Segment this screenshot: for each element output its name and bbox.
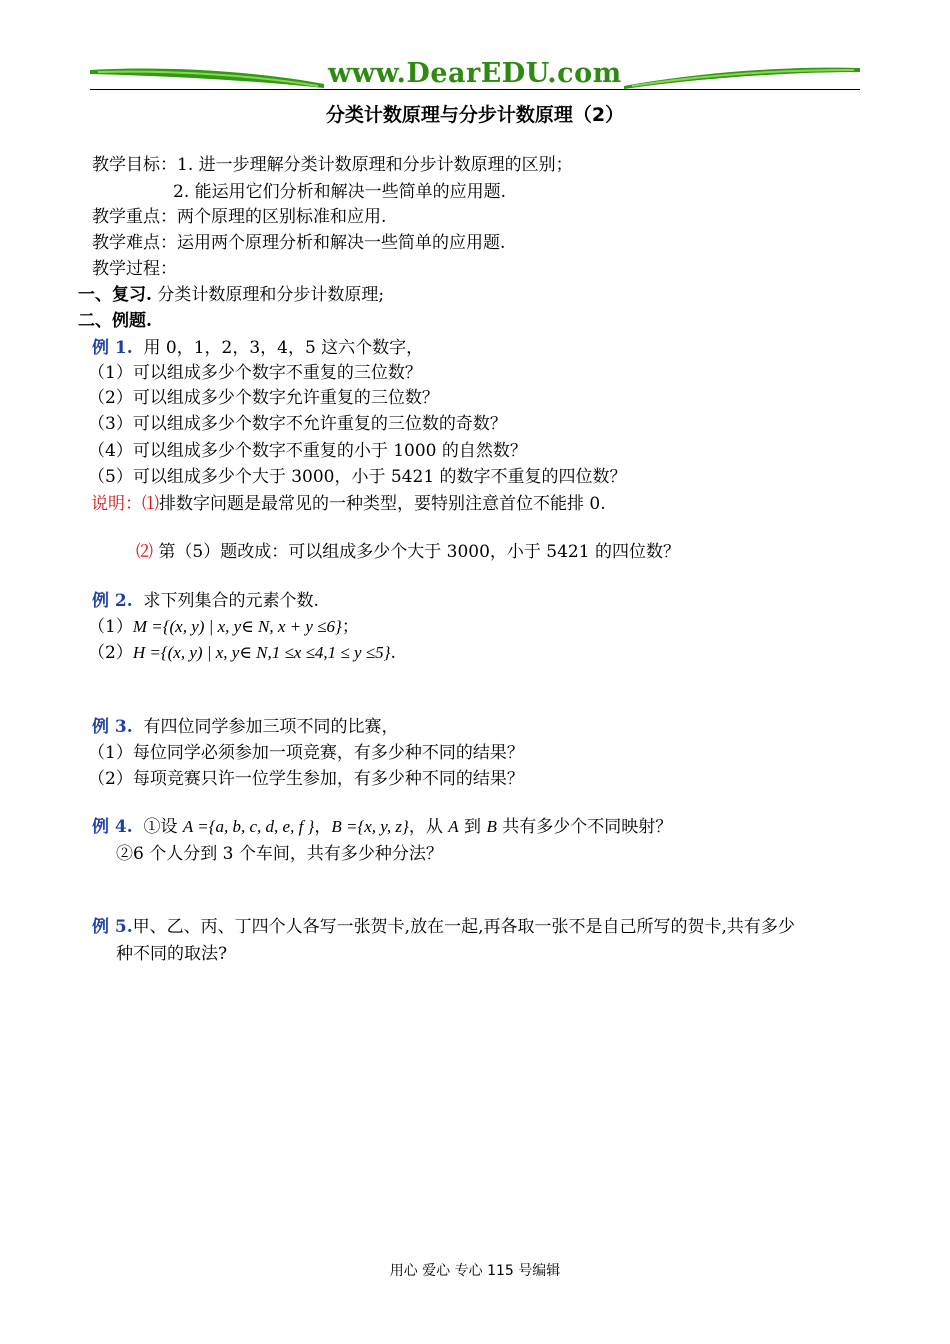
ex1-note-2	[136, 540, 680, 564]
goal-1: 1. 进一步理解分类计数原理和分步计数原理的区别；	[177, 155, 573, 175]
ex1-note-1	[91, 492, 606, 516]
review-text: 分类计数原理和分步计数原理;	[151, 285, 385, 305]
ex1-q4: （4）可以组成多少个数字不重复的小于 1000 的自然数？	[88, 441, 527, 461]
note-2-mark: ⑵	[136, 542, 153, 562]
ex2-q2	[88, 641, 396, 665]
process-line: 教学过程：	[92, 259, 177, 279]
header-rule	[90, 89, 860, 90]
ex1-q2: （2）可以组成多少个数字允许重复的三位数？	[88, 388, 439, 408]
ex4-q1-c: ，从	[408, 817, 449, 837]
ex2-q1-prefix: （1）	[88, 617, 133, 637]
ex5-line-2: 种不同的取法?	[116, 944, 228, 964]
ex5-label: 例 5.	[92, 917, 133, 937]
ex4-var-b: B	[486, 817, 497, 836]
ex4-q2: ②6 个人分到 3 个车间，共有多少种分法？	[116, 844, 443, 864]
difficulty-line: 教学难点：运用两个原理分析和解决一些简单的应用题.	[92, 233, 506, 253]
ex1-q5: （5）可以组成多少个大于 3000，小于 5421 的数字不重复的四位数？	[88, 467, 627, 487]
ex2-q1-formula: M ={(x, y) | x, y∈ N, x + y ≤6}	[132, 617, 342, 636]
ex4-q1-b: ，	[314, 817, 332, 837]
ex5-text-1: 甲、乙、丙、丁四个人各写一张贺卡,放在一起,再各取一张不是自己所写的贺卡,共有多少	[132, 917, 795, 937]
ex2-label: 例 2.	[92, 591, 133, 611]
ex2-q2-suffix: .	[390, 643, 396, 663]
ex4-label: 例 4.	[92, 817, 133, 837]
ex4-set-b: B ={x, y, z}	[331, 817, 409, 836]
page-title: 分类计数原理与分步计数原理（2）	[325, 104, 625, 126]
ex4-q1-line	[92, 815, 672, 839]
site-logo: www.DearEDU.com	[328, 58, 622, 89]
goal-line-1	[92, 153, 573, 177]
review-line	[78, 283, 384, 307]
ex3-stem: 有四位同学参加三项不同的比赛，	[143, 717, 399, 737]
ex4-q1-a: ①设	[143, 817, 183, 837]
page-footer: 用心 爱心 专心 115 号编辑	[389, 1263, 561, 1279]
ex3-stem-line	[92, 715, 398, 739]
ex3-label: 例 3.	[92, 717, 133, 737]
ex4-set-a: A ={a, b, c, d, e, f }	[182, 817, 315, 836]
ex2-stem-line	[92, 589, 319, 613]
goal-label: 教学目标：	[92, 155, 177, 175]
ex2-q1	[88, 615, 359, 639]
review-heading: 一、复习.	[78, 285, 152, 305]
ex1-label: 例 1.	[92, 338, 133, 358]
note-label: 说明：⑴	[91, 494, 159, 514]
header-swoosh-left	[88, 60, 328, 90]
note-1-text: 排数字问题是最常见的一种类型，要特别注意首位不能排 0.	[159, 494, 606, 514]
ex3-q1: （1）每位同学必须参加一项竞赛，有多少种不同的结果？	[88, 743, 524, 763]
focus-line: 教学重点：两个原理的区别标准和应用.	[92, 207, 387, 227]
ex1-q1: （1）可以组成多少个数字不重复的三位数？	[88, 363, 422, 383]
ex2-q2-prefix: （2）	[88, 643, 133, 663]
ex1-stem: 用 0，1，2，3，4，5 这六个数字，	[143, 338, 424, 358]
ex1-q3: （3）可以组成多少个数字不允许重复的三位数的奇数？	[88, 414, 507, 434]
ex2-q1-suffix: ；	[341, 617, 359, 637]
ex2-stem: 求下列集合的元素个数.	[143, 591, 319, 611]
ex4-var-a: A	[448, 817, 459, 836]
ex4-q1-e: 共有多少个不同映射？	[496, 817, 673, 837]
note-2-text: 第（5）题改成：可以组成多少个大于 3000，小于 5421 的四位数？	[153, 542, 680, 562]
ex2-q2-formula: H ={(x, y) | x, y∈ N,1 ≤x ≤4,1 ≤ y ≤5}	[132, 643, 391, 662]
ex1-stem-line	[92, 336, 423, 360]
header-swoosh-right	[620, 60, 862, 90]
ex5-line-1	[92, 915, 795, 939]
goal-2: 2. 能运用它们分析和解决一些简单的应用题.	[173, 182, 507, 202]
examples-heading: 二、例题.	[78, 311, 152, 331]
ex3-q2: （2）每项竞赛只许一位学生参加，有多少种不同的结果？	[88, 769, 524, 789]
ex4-q1-d: 到	[458, 817, 487, 837]
